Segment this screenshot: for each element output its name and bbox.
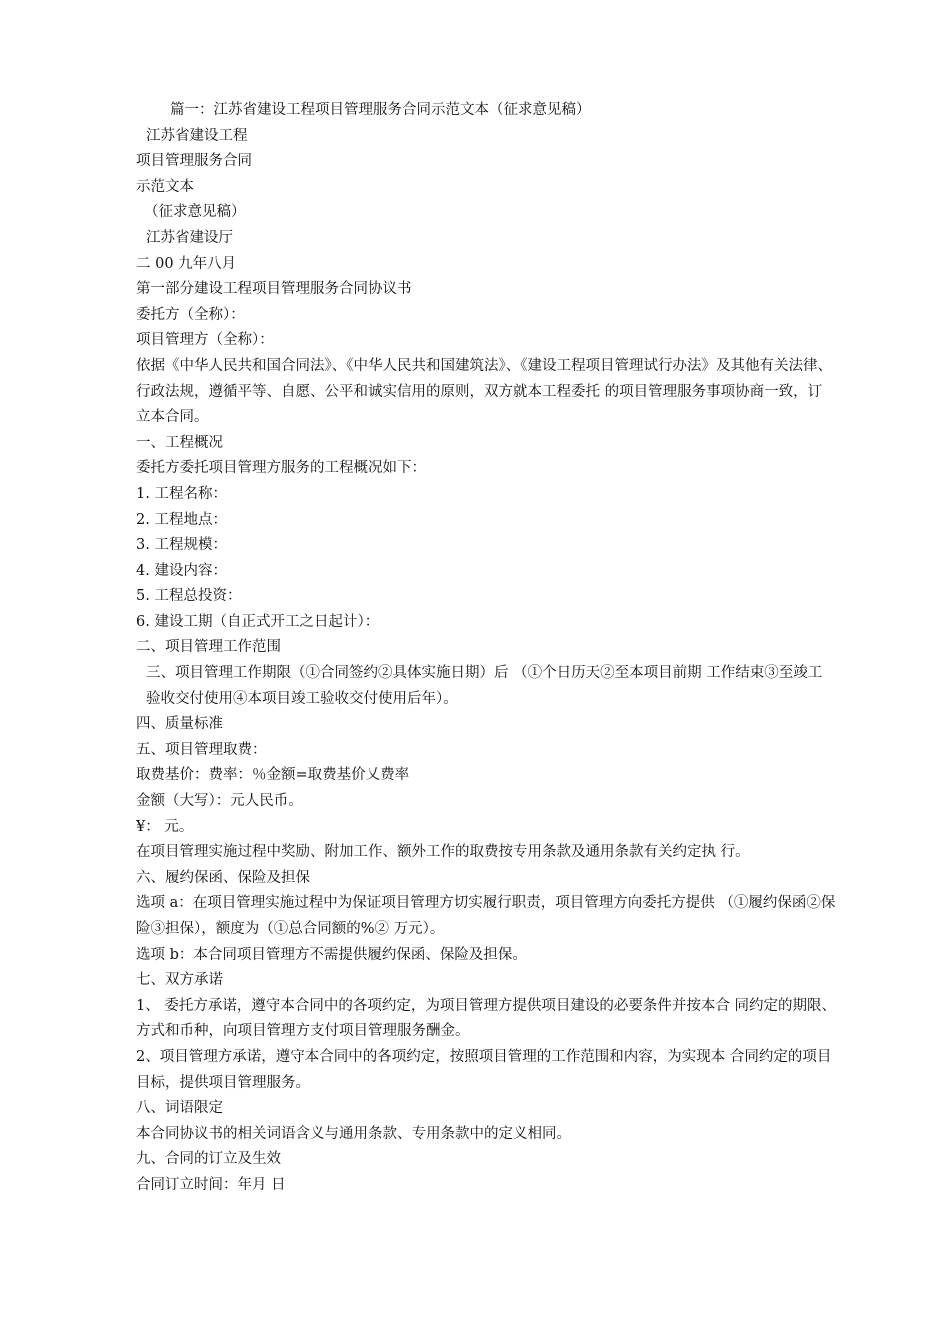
part1-heading: 第一部分建设工程项目管理服务合同协议书	[136, 281, 412, 298]
section-1-intro: 委托方委托项目管理方服务的工程概况如下：	[136, 460, 426, 477]
client-field: 委托方（全称）：	[136, 306, 245, 323]
section-6-option-a: 选项 a：在项目管理实施过程中为保证项目管理方切实履行职责，项目管理方向委托方提供 （①履约保函②保险③担保），额度为（①总合同额的%② 万元）。	[136, 895, 836, 937]
section-9-time: 合同订立时间：年月 日	[136, 1176, 286, 1193]
section-4-heading: 四、质量标准	[136, 716, 223, 733]
section-1-item: 1. 工程名称：	[136, 485, 227, 502]
manager-field: 项目管理方（全称）：	[136, 332, 274, 349]
cover-line-4: （征求意见稿）	[144, 204, 246, 221]
cover-line-5: 江苏省建设厅	[146, 229, 233, 246]
section-7-item-2: 2、项目管理方承诺，遵守本合同中的各项约定，按照项目管理的工作范围和内容，为实现本 合同约定的项目目标，提供项目管理服务。	[136, 1048, 832, 1091]
section-5-note: 在项目管理实施过程中奖励、附加工作、额外工作的取费按专用条款及通用条款有关约定执 行。	[136, 844, 750, 861]
section-1-item: 2. 工程地点：	[136, 511, 227, 528]
section-1-item: 4. 建设内容：	[136, 562, 227, 579]
cover-line-2: 项目管理服务合同	[136, 153, 252, 170]
section-1-heading: 一、工程概况	[136, 434, 223, 451]
section-1-item: 6. 建设工期（自正式开工之日起计）：	[136, 613, 380, 630]
section-6-heading: 六、履约保函、保险及担保	[136, 869, 310, 886]
section-5-basis: 取费基价：费率：％金额=取费基价乂费率	[136, 767, 410, 784]
cover-date: 二 00 九年八月	[136, 255, 237, 272]
preamble-paragraph: 依据《中华人民共和国合同法》、《中华人民共和国建筑法》、《建设工程项目管理试行办法》及其他有关法律、行政法规，遵循平等、自愿、公平和诚实信用的原则，双方就本工程委托 的项目管理服务事项协商一致，订立本合同。	[136, 357, 832, 426]
section-1-item: 3. 工程规模：	[136, 537, 227, 554]
cover-line-1: 江苏省建设工程	[146, 127, 248, 144]
section-6-option-b: 选项 b：本合同项目管理方不需提供履约保函、保险及担保。	[136, 946, 527, 963]
document-page	[136, 98, 836, 1199]
document-title: 篇一：江苏省建设工程项目管理服务合同示范文本（征求意见稿）	[170, 102, 591, 118]
section-7-heading: 七、双方承诺	[136, 972, 223, 989]
cover-line-3: 示范文本	[136, 178, 194, 195]
section-9-heading: 九、合同的订立及生效	[136, 1151, 281, 1168]
section-7-item-1: 1、 委托方承诺，遵守本合同中的各项约定，为项目管理方提供项目建设的必要条件并按本合 同约定的期限、方式和币种，向项目管理方支付项目管理服务酬金。	[136, 997, 836, 1040]
section-8-paragraph: 本合同协议书的相关词语含义与通用条款、专用条款中的定义相同。	[136, 1125, 571, 1142]
section-2-heading: 二、项目管理工作范围	[136, 639, 281, 656]
section-5-amount-number: ¥： 元。	[136, 818, 194, 835]
section-5-amount-caps: 金额（大写）：元人民币。	[136, 793, 303, 810]
section-1-item: 5. 工程总投资：	[136, 588, 242, 605]
section-5-heading: 五、项目管理取费：	[136, 741, 267, 758]
section-3-paragraph: 三、项目管理工作期限（①合同签约②具体实施日期）后 （①个日历天②至本项目前期 工作结束③至竣工验收交付使用④本项目竣工验收交付使用后年）。	[146, 665, 823, 707]
section-8-heading: 八、词语限定	[136, 1100, 223, 1117]
